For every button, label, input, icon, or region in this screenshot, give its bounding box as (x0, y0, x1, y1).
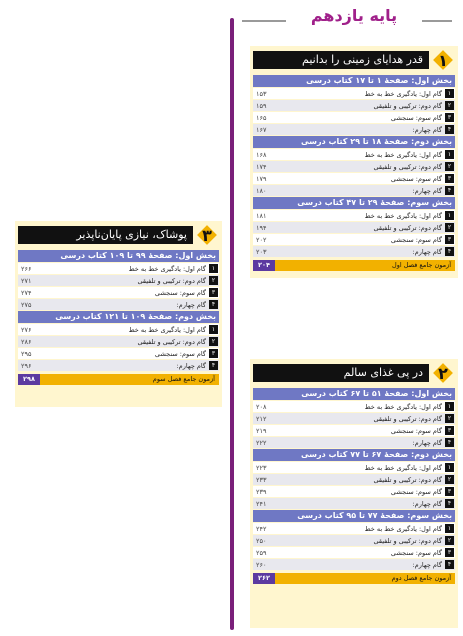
step-page: ۱۹۴ (256, 223, 267, 232)
step-index: ۱ (209, 325, 218, 334)
step-page: ۱۶۸ (256, 150, 267, 159)
chapter-title-bar (253, 48, 455, 72)
step-index: ۲ (445, 101, 454, 110)
step-row[interactable] (253, 149, 455, 160)
step-index: ۴ (209, 300, 218, 309)
step-page: ۲۳۳ (256, 475, 267, 484)
step-index: ۱ (209, 264, 218, 273)
step-row[interactable] (253, 246, 455, 257)
chapter-1 (250, 46, 458, 278)
step-row[interactable] (253, 124, 455, 135)
step-label: گام سوم: سنجشی (390, 426, 442, 435)
chapter-exam-row[interactable] (253, 573, 455, 584)
step-page: ۱۶۵ (256, 113, 267, 122)
step-row[interactable] (253, 498, 455, 509)
header-rule-left (242, 20, 286, 22)
step-row[interactable] (253, 210, 455, 221)
step-index: ۳ (209, 349, 218, 358)
step-label: گام دوم: ترکیبی و تلفیقی (137, 276, 206, 285)
step-page: ۲۲۳ (256, 463, 267, 472)
step-row[interactable] (253, 437, 455, 448)
step-row[interactable] (253, 535, 455, 546)
step-label: گام چهارم: (412, 438, 442, 447)
step-index: ۴ (445, 499, 454, 508)
step-row[interactable] (253, 100, 455, 111)
step-row[interactable] (253, 234, 455, 245)
step-page: ۲۰۲ (256, 235, 267, 244)
step-label: گام چهارم: (412, 186, 442, 195)
step-page: ۲۹۶ (21, 361, 32, 370)
part-block (253, 449, 455, 509)
step-page: ۱۵۳ (256, 89, 267, 98)
part-block (253, 197, 455, 257)
step-page: ۱۸۱ (256, 211, 267, 220)
step-row[interactable] (253, 112, 455, 123)
step-row[interactable] (253, 173, 455, 184)
step-page: ۲۴۱ (256, 499, 267, 508)
step-row[interactable] (253, 185, 455, 196)
step-label: گام اول: یادگیری خط به خط (364, 402, 442, 411)
chapter-title-bar (253, 361, 455, 385)
step-row[interactable] (18, 299, 219, 310)
step-page: ۲۰۳ (256, 247, 267, 256)
step-row[interactable] (253, 413, 455, 424)
step-index: ۱ (445, 89, 454, 98)
step-row[interactable] (18, 275, 219, 286)
step-row[interactable] (253, 222, 455, 233)
chapter-title-bar (18, 223, 219, 247)
step-page: ۲۵۰ (256, 536, 267, 545)
step-page: ۲۹۵ (21, 349, 32, 358)
part-title: بخش دوم: صفحهٔ ۶۷ تا ۷۷ کتاب درسی (253, 449, 455, 461)
step-row[interactable] (253, 474, 455, 485)
step-index: ۴ (209, 361, 218, 370)
step-label: گام اول: یادگیری خط به خط (364, 89, 442, 98)
step-label: گام چهارم: (412, 560, 442, 569)
step-index: ۴ (445, 560, 454, 569)
chapter-number: ۲ (431, 361, 455, 385)
step-page: ۱۷۴ (256, 162, 267, 171)
step-index: ۳ (445, 235, 454, 244)
part-block (253, 388, 455, 448)
chapter-exam-row[interactable] (18, 374, 219, 385)
part-title: بخش اول: صفحهٔ ۹۹ تا ۱۰۹ کتاب درسی (18, 250, 219, 262)
step-page: ۲۷۵ (21, 300, 32, 309)
step-page: ۲۱۹ (256, 426, 267, 435)
step-page: ۲۳۹ (256, 487, 267, 496)
exam-label: آزمون جامع فصل سوم (40, 374, 219, 385)
chapter-2 (250, 359, 458, 628)
step-page: ۲۷۴ (21, 288, 32, 297)
step-index: ۳ (209, 288, 218, 297)
step-row[interactable] (253, 161, 455, 172)
step-label: گام سوم: سنجشی (154, 349, 206, 358)
step-index: ۳ (445, 174, 454, 183)
step-page: ۱۷۹ (256, 174, 267, 183)
step-label: گام دوم: ترکیبی و تلفیقی (373, 223, 442, 232)
part-title: بخش سوم: صفحهٔ ۲۹ تا ۴۷ کتاب درسی (253, 197, 455, 209)
step-index: ۳ (445, 548, 454, 557)
step-index: ۲ (209, 337, 218, 346)
step-label: گام دوم: ترکیبی و تلفیقی (373, 414, 442, 423)
step-page: ۲۵۹ (256, 548, 267, 557)
step-index: ۱ (445, 150, 454, 159)
chapter-3 (15, 221, 222, 407)
exam-label: آزمون جامع فصل دوم (275, 573, 455, 584)
step-label: گام اول: یادگیری خط به خط (364, 211, 442, 220)
page-header (236, 6, 458, 32)
step-label: گام سوم: سنجشی (390, 487, 442, 496)
header-rule-right (422, 20, 452, 22)
step-index: ۲ (445, 162, 454, 171)
step-row[interactable] (253, 88, 455, 99)
step-page: ۲۶۶ (21, 264, 32, 273)
part-block (18, 250, 219, 310)
exam-page: ۲۰۴ (253, 260, 275, 271)
step-row[interactable] (253, 401, 455, 412)
step-row[interactable] (18, 324, 219, 335)
step-page: ۲۷۶ (21, 325, 32, 334)
step-row[interactable] (253, 559, 455, 570)
step-row[interactable] (18, 348, 219, 359)
vertical-divider (230, 18, 234, 630)
exam-label: آزمون جامع فصل اول (275, 260, 455, 271)
step-index: ۱ (445, 402, 454, 411)
step-label: گام اول: یادگیری خط به خط (364, 524, 442, 533)
step-label: گام اول: یادگیری خط به خط (364, 150, 442, 159)
step-label: گام چهارم: (412, 125, 442, 134)
chapter-number: ۱ (431, 48, 455, 72)
chapter-number: ۳ (195, 223, 219, 247)
step-index: ۲ (445, 536, 454, 545)
step-index: ۴ (445, 247, 454, 256)
step-index: ۲ (445, 414, 454, 423)
step-label: گام اول: یادگیری خط به خط (364, 463, 442, 472)
step-index: ۲ (445, 223, 454, 232)
step-label: گام چهارم: (176, 361, 206, 370)
step-row[interactable] (18, 287, 219, 298)
step-index: ۴ (445, 186, 454, 195)
step-row[interactable] (18, 263, 219, 274)
step-index: ۲ (445, 475, 454, 484)
chapter-exam-row[interactable] (253, 260, 455, 271)
step-label: گام سوم: سنجشی (390, 548, 442, 557)
step-index: ۳ (445, 426, 454, 435)
chapter-title: در پی غذای سالم (253, 364, 429, 382)
step-index: ۱ (445, 463, 454, 472)
part-title: بخش دوم: صفحهٔ ۱۰۹ تا ۱۲۱ کتاب درسی (18, 311, 219, 323)
step-label: گام چهارم: (412, 499, 442, 508)
step-row[interactable] (253, 523, 455, 534)
chapter-title: پوشاک، نیازی پایان‌ناپذیر (18, 226, 193, 244)
step-label: گام دوم: ترکیبی و تلفیقی (373, 101, 442, 110)
part-block (18, 311, 219, 371)
step-row[interactable] (253, 486, 455, 497)
step-label: گام اول: یادگیری خط به خط (128, 264, 206, 273)
step-row[interactable] (18, 360, 219, 371)
step-page: ۲۸۶ (21, 337, 32, 346)
step-page: ۲۰۸ (256, 402, 267, 411)
step-page: ۲۲۲ (256, 438, 267, 447)
part-title: بخش اول: صفحهٔ ۱ تا ۱۷ کتاب درسی (253, 75, 455, 87)
step-label: گام سوم: سنجشی (154, 288, 206, 297)
exam-page: ۲۹۸ (18, 374, 40, 385)
step-page: ۱۵۹ (256, 101, 267, 110)
step-page: ۱۶۷ (256, 125, 267, 134)
part-block (253, 75, 455, 135)
part-block (253, 510, 455, 570)
step-page: ۲۴۲ (256, 524, 267, 533)
step-index: ۳ (445, 113, 454, 122)
step-index: ۱ (445, 524, 454, 533)
step-label: گام چهارم: (412, 247, 442, 256)
step-page: ۲۱۲ (256, 414, 267, 423)
step-label: گام اول: یادگیری خط به خط (128, 325, 206, 334)
step-page: ۲۷۱ (21, 276, 32, 285)
part-title: بخش سوم: صفحهٔ ۷۷ تا ۹۵ کتاب درسی (253, 510, 455, 522)
step-row[interactable] (18, 336, 219, 347)
step-label: گام سوم: سنجشی (390, 235, 442, 244)
step-label: گام دوم: ترکیبی و تلفیقی (373, 162, 442, 171)
step-label: گام دوم: ترکیبی و تلفیقی (373, 536, 442, 545)
step-label: گام سوم: سنجشی (390, 174, 442, 183)
step-row[interactable] (253, 425, 455, 436)
step-index: ۲ (209, 276, 218, 285)
step-page: ۲۶۰ (256, 560, 267, 569)
step-label: گام سوم: سنجشی (390, 113, 442, 122)
page-title: پایه یازدهم (310, 6, 398, 25)
part-title: بخش دوم: صفحهٔ ۱۸ تا ۲۹ کتاب درسی (253, 136, 455, 148)
step-index: ۴ (445, 125, 454, 134)
step-index: ۴ (445, 438, 454, 447)
exam-page: ۲۶۲ (253, 573, 275, 584)
step-page: ۱۸۰ (256, 186, 267, 195)
step-row[interactable] (253, 462, 455, 473)
step-row[interactable] (253, 547, 455, 558)
step-index: ۱ (445, 211, 454, 220)
part-title: بخش اول: صفحهٔ ۵۱ تا ۶۷ کتاب درسی (253, 388, 455, 400)
step-index: ۳ (445, 487, 454, 496)
chapter-title: قدر هدایای زمینی را بدانیم (253, 51, 429, 69)
step-label: گام چهارم: (176, 300, 206, 309)
step-label: گام دوم: ترکیبی و تلفیقی (373, 475, 442, 484)
part-block (253, 136, 455, 196)
step-label: گام دوم: ترکیبی و تلفیقی (137, 337, 206, 346)
